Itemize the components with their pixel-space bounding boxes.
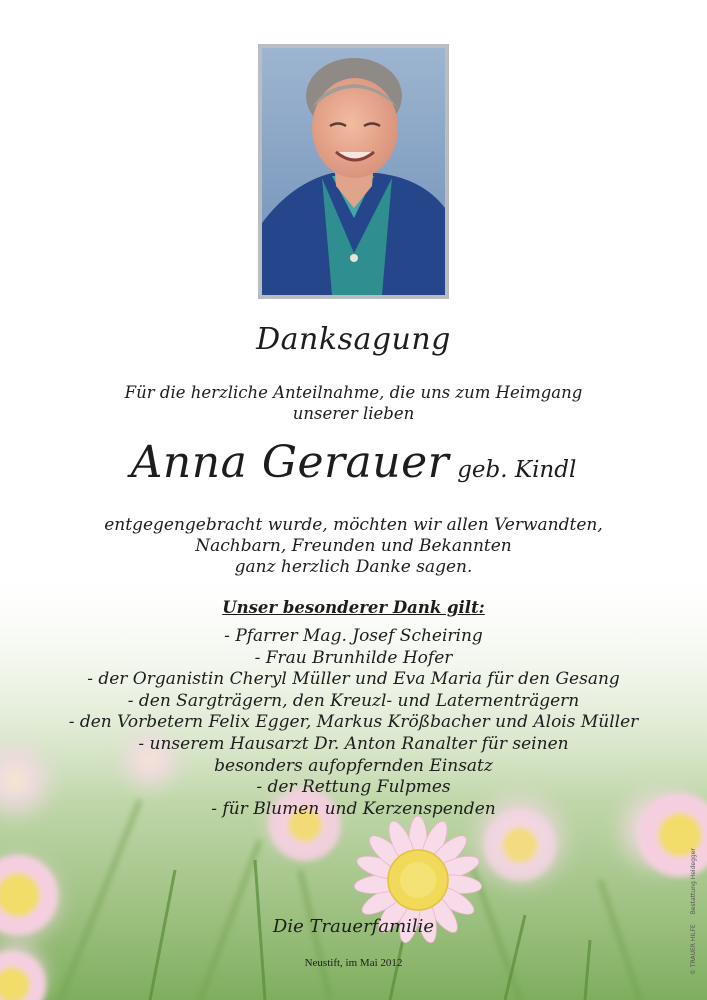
- intro-line: unserer lieben: [292, 404, 415, 423]
- gratitude-line: Nachbarn, Freunden und Bekannten: [195, 536, 512, 556]
- thanks-item: - Pfarrer Mag. Josef Scheiring: [224, 626, 483, 646]
- deceased-name: Anna Gerauer: [130, 437, 450, 488]
- thanks-item: - der Organistin Cheryl Müller und Eva Maria für den Gesang: [87, 669, 620, 690]
- special-thanks-list: [0, 626, 707, 820]
- copyright-notice: © TRAUER HILFE: [690, 924, 697, 975]
- portrait-photo: [262, 48, 445, 295]
- thanks-item: besonders aufopfernden Einsatz: [214, 755, 493, 776]
- thanks-item: - Frau Brunhilde Hofer: [254, 647, 453, 668]
- vertical-credits: [690, 838, 697, 975]
- thanks-item: - den Sargträgern, den Kreuzl- und Laternenträgern: [127, 690, 580, 711]
- thanks-item: - unserem Hausarzt Dr. Anton Ranalter für seinen: [138, 733, 569, 754]
- gratitude-line: ganz herzlich Danke sagen.: [234, 557, 473, 577]
- thanks-item: - für Blumen und Kerzenspenden: [211, 798, 496, 819]
- deceased-name-line: [0, 437, 707, 488]
- gratitude-line: entgegengebracht wurde, möchten wir allen Verwandten,: [104, 515, 603, 535]
- gratitude-text: [0, 515, 707, 578]
- family-signature: Die Trauerfamilie: [272, 916, 435, 937]
- undertaker-credit: Bestattung Heidegger: [690, 848, 697, 915]
- thanks-item: - der Rettung Fulpmes: [256, 777, 451, 798]
- page-title: Danksagung: [256, 322, 451, 357]
- thanks-item: - den Vorbetern Felix Egger, Markus Krößbacher und Alois Müller: [68, 712, 639, 733]
- place-date: Neustift, im Mai 2012: [304, 957, 403, 969]
- maiden-name: geb. Kindl: [457, 457, 577, 483]
- portrait-photo-frame: [258, 44, 449, 299]
- special-thanks-heading: Unser besonderer Dank gilt:: [222, 598, 485, 617]
- intro-text: [0, 382, 707, 424]
- intro-line: Für die herzliche Anteilnahme, die uns zum Heimgang: [124, 383, 583, 402]
